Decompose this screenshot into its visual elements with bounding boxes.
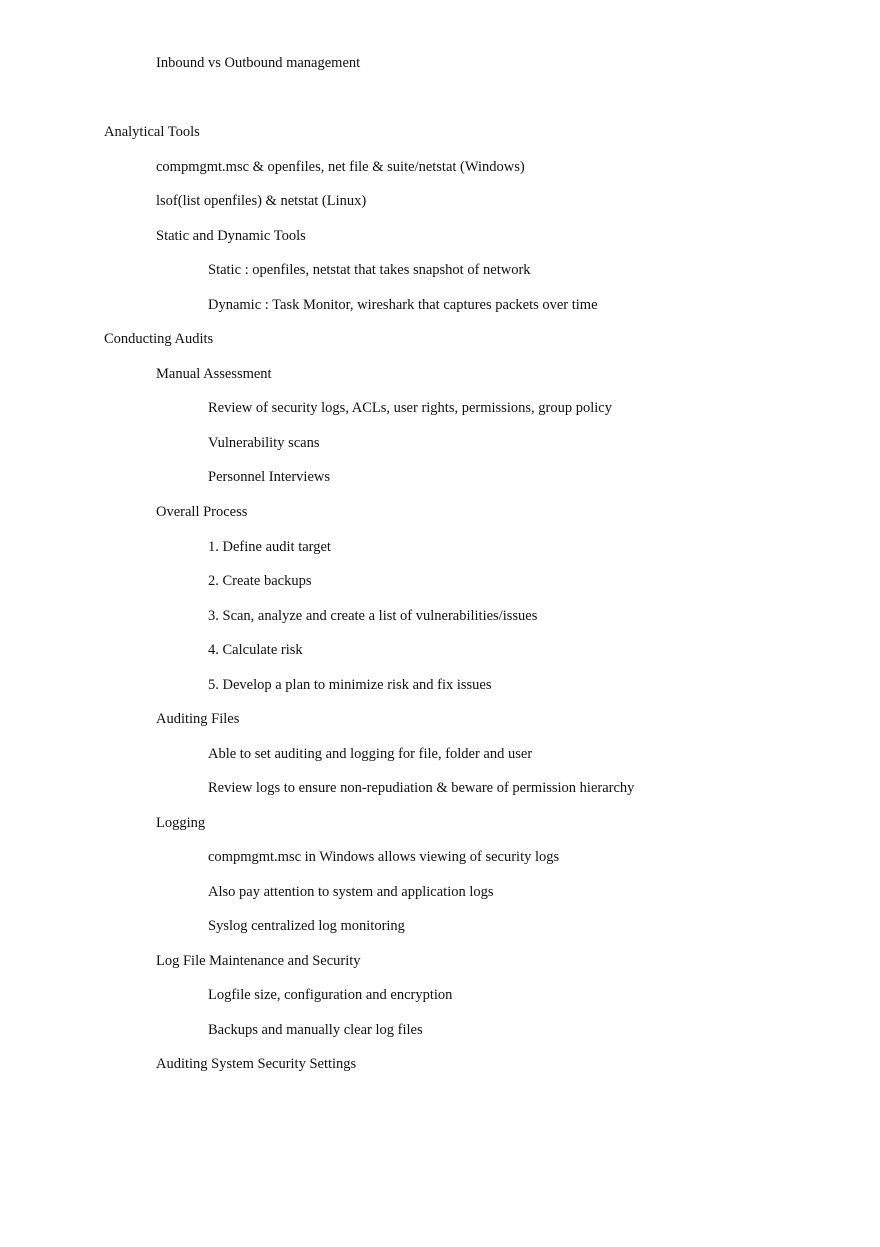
outline-item: Review logs to ensure non-repudiation & beware of permission hierarchy (208, 780, 635, 796)
outline-item: Syslog centralized log monitoring (208, 918, 405, 934)
outline-item-static-tools: Static : openfiles, netstat that takes snapshot of network (208, 262, 531, 278)
section-heading-conducting-audits: Conducting Audits (104, 331, 214, 347)
outline-item-linux-tools: lsof(list openfiles) & netstat (Linux) (156, 193, 367, 209)
process-step: 2. Create backups (208, 573, 312, 589)
outline-item: Personnel Interviews (208, 469, 331, 485)
process-step: 4. Calculate risk (208, 642, 303, 658)
outline-item-inbound-outbound: Inbound vs Outbound management (156, 55, 361, 71)
outline-item-windows-tools: compmgmt.msc & openfiles, net file & suite/netstat (Windows) (156, 159, 525, 175)
section-heading-analytical-tools: Analytical Tools (104, 124, 200, 140)
subheading-auditing-system-security-settings: Auditing System Security Settings (156, 1056, 357, 1072)
outline-item: Logfile size, configuration and encryption (208, 987, 453, 1003)
subheading-log-file-maintenance: Log File Maintenance and Security (156, 953, 361, 969)
process-step: 3. Scan, analyze and create a list of vulnerabilities/issues (208, 608, 538, 624)
subheading-auditing-files: Auditing Files (156, 711, 240, 727)
outline-item: Able to set auditing and logging for file, folder and user (208, 746, 533, 762)
subheading-logging: Logging (156, 815, 206, 831)
subheading-manual-assessment: Manual Assessment (156, 366, 272, 382)
subheading-static-dynamic-tools: Static and Dynamic Tools (156, 228, 306, 244)
process-step: 5. Develop a plan to minimize risk and fix issues (208, 677, 492, 693)
outline-item: Review of security logs, ACLs, user rights, permissions, group policy (208, 400, 612, 416)
outline-item-dynamic-tools: Dynamic : Task Monitor, wireshark that captures packets over time (208, 297, 598, 313)
subheading-overall-process: Overall Process (156, 504, 248, 520)
outline-item: compmgmt.msc in Windows allows viewing of security logs (208, 849, 560, 865)
outline-item: Vulnerability scans (208, 435, 320, 451)
outline-item: Also pay attention to system and application logs (208, 884, 494, 900)
outline-item: Backups and manually clear log files (208, 1022, 423, 1038)
process-step: 1. Define audit target (208, 539, 331, 555)
